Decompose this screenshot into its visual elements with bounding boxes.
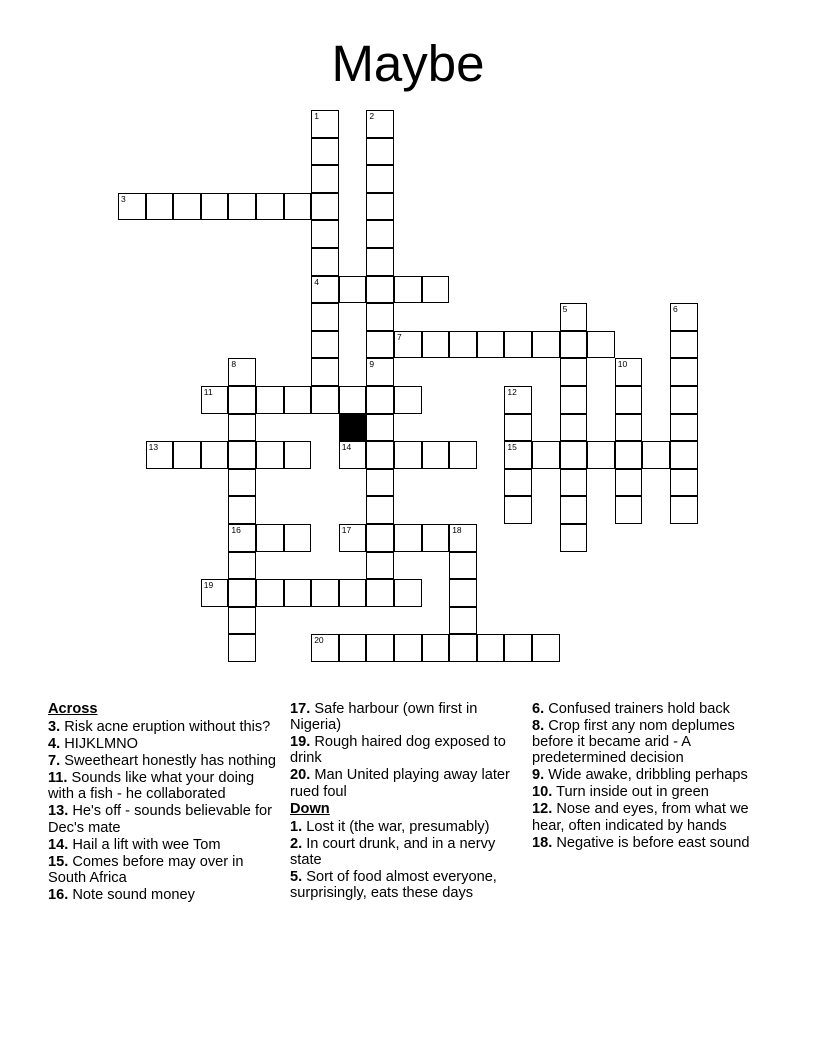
grid-cell[interactable] <box>228 524 256 552</box>
across-heading: Across <box>48 701 98 717</box>
grid-cell[interactable] <box>173 441 201 469</box>
grid-cell[interactable] <box>422 441 450 469</box>
grid-cell[interactable] <box>284 386 312 414</box>
clue-across-15: 15. Comes before may over in South Africa <box>48 853 244 886</box>
black-square <box>339 414 367 442</box>
grid-cell[interactable] <box>422 276 450 304</box>
grid-cell[interactable] <box>560 386 588 414</box>
grid-cell[interactable] <box>366 276 394 304</box>
grid-cell[interactable] <box>256 579 284 607</box>
clue-number: 18 <box>452 525 462 535</box>
clue-across-4: 4. HIJKLMNO <box>48 736 139 753</box>
grid-cell[interactable] <box>670 469 698 497</box>
grid-cell[interactable] <box>339 386 367 414</box>
grid-cell[interactable] <box>504 414 532 442</box>
grid-cell[interactable] <box>366 358 394 386</box>
grid-cell[interactable] <box>366 469 394 497</box>
grid-cell[interactable] <box>228 358 256 386</box>
grid-cell[interactable] <box>449 331 477 359</box>
grid-cell[interactable] <box>311 165 339 193</box>
grid-cell[interactable] <box>339 276 367 304</box>
grid-cell[interactable] <box>311 110 339 138</box>
grid-cell[interactable] <box>366 496 394 524</box>
grid-cell[interactable] <box>228 441 256 469</box>
clue-number: 16 <box>231 525 241 535</box>
clue-down-9: 9. Wide awake, dribbling perhaps <box>532 767 748 784</box>
grid-cell[interactable] <box>366 165 394 193</box>
grid-cell[interactable] <box>504 634 532 662</box>
grid-cell[interactable] <box>670 386 698 414</box>
grid-cell[interactable] <box>311 634 339 662</box>
grid-cell[interactable] <box>366 579 394 607</box>
grid-cell[interactable] <box>670 441 698 469</box>
grid-cell[interactable] <box>366 303 394 331</box>
grid-cell[interactable] <box>615 386 643 414</box>
grid-cell[interactable] <box>366 110 394 138</box>
clue-number: 9 <box>369 359 375 370</box>
grid-cell[interactable] <box>504 331 532 359</box>
grid-cell[interactable] <box>366 138 394 166</box>
grid-cell[interactable] <box>311 248 339 276</box>
grid-cell[interactable] <box>366 331 394 359</box>
grid-cell[interactable] <box>560 441 588 469</box>
clue-number: 10 <box>617 359 628 370</box>
grid-cell[interactable] <box>201 386 229 414</box>
grid-cell[interactable] <box>615 469 643 497</box>
clue-across-20: 20. Man United playing away later rued foul <box>290 767 510 800</box>
clue-number: 11 <box>203 387 213 397</box>
grid-cell[interactable] <box>504 441 532 469</box>
grid-cell[interactable] <box>560 358 588 386</box>
grid-cell[interactable] <box>504 496 532 524</box>
grid-cell[interactable] <box>615 414 643 442</box>
clue-number: 8 <box>231 359 237 370</box>
clue-across-11: 11. Sounds like what your doing with a fish - he collaborated <box>48 770 255 803</box>
grid-cell[interactable] <box>560 331 588 359</box>
grid-cell[interactable] <box>366 193 394 221</box>
grid-cell[interactable] <box>366 386 394 414</box>
grid-cell[interactable] <box>201 441 229 469</box>
grid-cell[interactable] <box>422 634 450 662</box>
grid-cell[interactable] <box>642 441 670 469</box>
grid-cell[interactable] <box>228 579 256 607</box>
clue-number: 19 <box>203 580 214 591</box>
grid-cell[interactable] <box>311 331 339 359</box>
clue-across-3: 3. Risk acne eruption without this? <box>48 719 271 736</box>
clue-number: 17 <box>341 525 352 535</box>
clue-down-8: 8. Crop first any nom deplumes before it became arid - A predetermined decision <box>532 718 735 767</box>
clue-number: 14 <box>341 442 352 453</box>
grid-cell[interactable] <box>504 386 532 414</box>
grid-cell[interactable] <box>532 331 560 359</box>
grid-cell[interactable] <box>311 358 339 386</box>
grid-cell[interactable] <box>449 634 477 662</box>
grid-cell[interactable] <box>532 441 560 469</box>
grid-cell[interactable] <box>394 634 422 662</box>
grid-cell[interactable] <box>504 469 532 497</box>
grid-cell[interactable] <box>339 579 367 607</box>
grid-cell[interactable] <box>146 193 174 221</box>
grid-cell[interactable] <box>311 220 339 248</box>
clue-column-3 <box>532 701 760 852</box>
grid-cell[interactable] <box>228 607 256 635</box>
grid-cell[interactable] <box>228 414 256 442</box>
grid-cell[interactable] <box>394 524 422 552</box>
grid-cell[interactable] <box>284 579 312 607</box>
clue-number: 13 <box>148 442 159 453</box>
grid-cell[interactable] <box>284 441 312 469</box>
grid-cell[interactable] <box>311 276 339 304</box>
grid-cell[interactable] <box>449 441 477 469</box>
grid-cell[interactable] <box>228 386 256 414</box>
grid-cell[interactable] <box>256 386 284 414</box>
down-heading: Down <box>290 800 330 817</box>
grid-cell[interactable] <box>256 193 284 221</box>
clue-down-10: 10. Turn inside out in green <box>532 784 709 801</box>
grid-cell[interactable] <box>477 331 505 359</box>
grid-cell[interactable] <box>284 193 312 221</box>
grid-cell[interactable] <box>394 579 422 607</box>
grid-cell[interactable] <box>615 496 643 524</box>
grid-cell[interactable] <box>366 414 394 442</box>
clue-number: 4 <box>314 276 319 287</box>
grid-cell[interactable] <box>311 303 339 331</box>
clue-across-14: 14. Hail a lift with wee Tom <box>48 836 221 853</box>
grid-cell[interactable] <box>587 331 615 359</box>
grid-cell[interactable] <box>394 386 422 414</box>
clue-number: 2 <box>369 111 375 121</box>
grid-cell[interactable] <box>228 496 256 524</box>
clue-down-18: 18. Negative is before east sound <box>532 834 750 851</box>
clue-number: 5 <box>562 304 568 315</box>
puzzle-title: Maybe <box>331 35 485 92</box>
grid-cell[interactable] <box>670 414 698 442</box>
grid-cell[interactable] <box>311 193 339 221</box>
clue-down-2: 2. In court drunk, and in a nervy state <box>290 835 496 869</box>
grid-cell[interactable] <box>422 524 450 552</box>
grid-cell[interactable] <box>615 441 643 469</box>
grid-cell[interactable] <box>422 331 450 359</box>
grid-cell[interactable] <box>394 331 422 359</box>
clue-down-12: 12. Nose and eyes, from what we hear, often indicated by hands <box>532 801 749 834</box>
grid-cell[interactable] <box>339 441 367 469</box>
grid-cell[interactable] <box>311 138 339 166</box>
clue-number: 6 <box>673 304 678 315</box>
clue-column-2 <box>290 701 518 902</box>
grid-cell[interactable] <box>615 358 643 386</box>
grid-cell[interactable] <box>532 634 560 662</box>
clue-number: 1 <box>314 111 319 121</box>
grid-cell[interactable] <box>394 441 422 469</box>
grid-cell[interactable] <box>256 524 284 552</box>
grid-cell[interactable] <box>311 579 339 607</box>
clue-across-19: 19. Rough haired dog exposed to drink <box>290 734 506 767</box>
grid-cell[interactable] <box>670 331 698 359</box>
grid-cell[interactable] <box>366 552 394 580</box>
clue-across-16: 16. Note sound money <box>48 886 195 903</box>
clue-down-6: 6. Confused trainers hold back <box>532 701 730 717</box>
clue-number: 12 <box>507 387 517 397</box>
grid-cell[interactable] <box>449 579 477 607</box>
clue-down-5: 5. Sort of food almost everyone, surprisingly, eats these days <box>290 869 497 902</box>
grid-cell[interactable] <box>366 248 394 276</box>
grid-cell[interactable] <box>118 193 146 221</box>
grid-cell[interactable] <box>284 524 312 552</box>
grid-cell[interactable] <box>394 276 422 304</box>
grid-cell[interactable] <box>449 607 477 635</box>
grid-cell[interactable] <box>366 220 394 248</box>
grid-cell[interactable] <box>477 634 505 662</box>
grid-cell[interactable] <box>449 552 477 580</box>
grid-cell[interactable] <box>670 358 698 386</box>
grid-cell[interactable] <box>366 524 394 552</box>
grid-cell[interactable] <box>339 634 367 662</box>
clue-number: 20 <box>314 635 324 646</box>
grid-cell[interactable] <box>228 552 256 580</box>
grid-cell[interactable] <box>560 524 588 552</box>
grid-cell[interactable] <box>587 441 615 469</box>
clue-number: 3 <box>121 193 126 204</box>
clue-down-1: 1. Lost it (the war, presumably) <box>290 818 490 835</box>
grid-cell[interactable] <box>228 469 256 497</box>
grid-cell[interactable] <box>201 579 229 607</box>
grid-cell[interactable] <box>228 193 256 221</box>
clue-across-13: 13. He's off - sounds believable for Dec's mate <box>48 803 273 836</box>
clue-across-7: 7. Sweetheart honestly has nothing <box>48 753 276 770</box>
grid-cell[interactable] <box>339 524 367 552</box>
grid-cell[interactable] <box>560 469 588 497</box>
grid-cell[interactable] <box>146 441 174 469</box>
grid-cell[interactable] <box>201 193 229 221</box>
grid-cell[interactable] <box>366 634 394 662</box>
grid-cell[interactable] <box>560 496 588 524</box>
clue-number: 15 <box>507 442 517 453</box>
grid-cell[interactable] <box>366 441 394 469</box>
clue-across-17: 17. Safe harbour (own first in Nigeria) <box>290 701 478 734</box>
grid-cell[interactable] <box>560 303 588 331</box>
grid-cell[interactable] <box>228 634 256 662</box>
grid-cell[interactable] <box>670 303 698 331</box>
clue-number: 7 <box>397 331 402 342</box>
grid-cell[interactable] <box>560 414 588 442</box>
grid-cell[interactable] <box>256 441 284 469</box>
clue-column-1 <box>48 701 276 904</box>
grid-cell[interactable] <box>173 193 201 221</box>
grid-cell[interactable] <box>670 496 698 524</box>
grid-cell[interactable] <box>311 386 339 414</box>
grid-cell[interactable] <box>449 524 477 552</box>
